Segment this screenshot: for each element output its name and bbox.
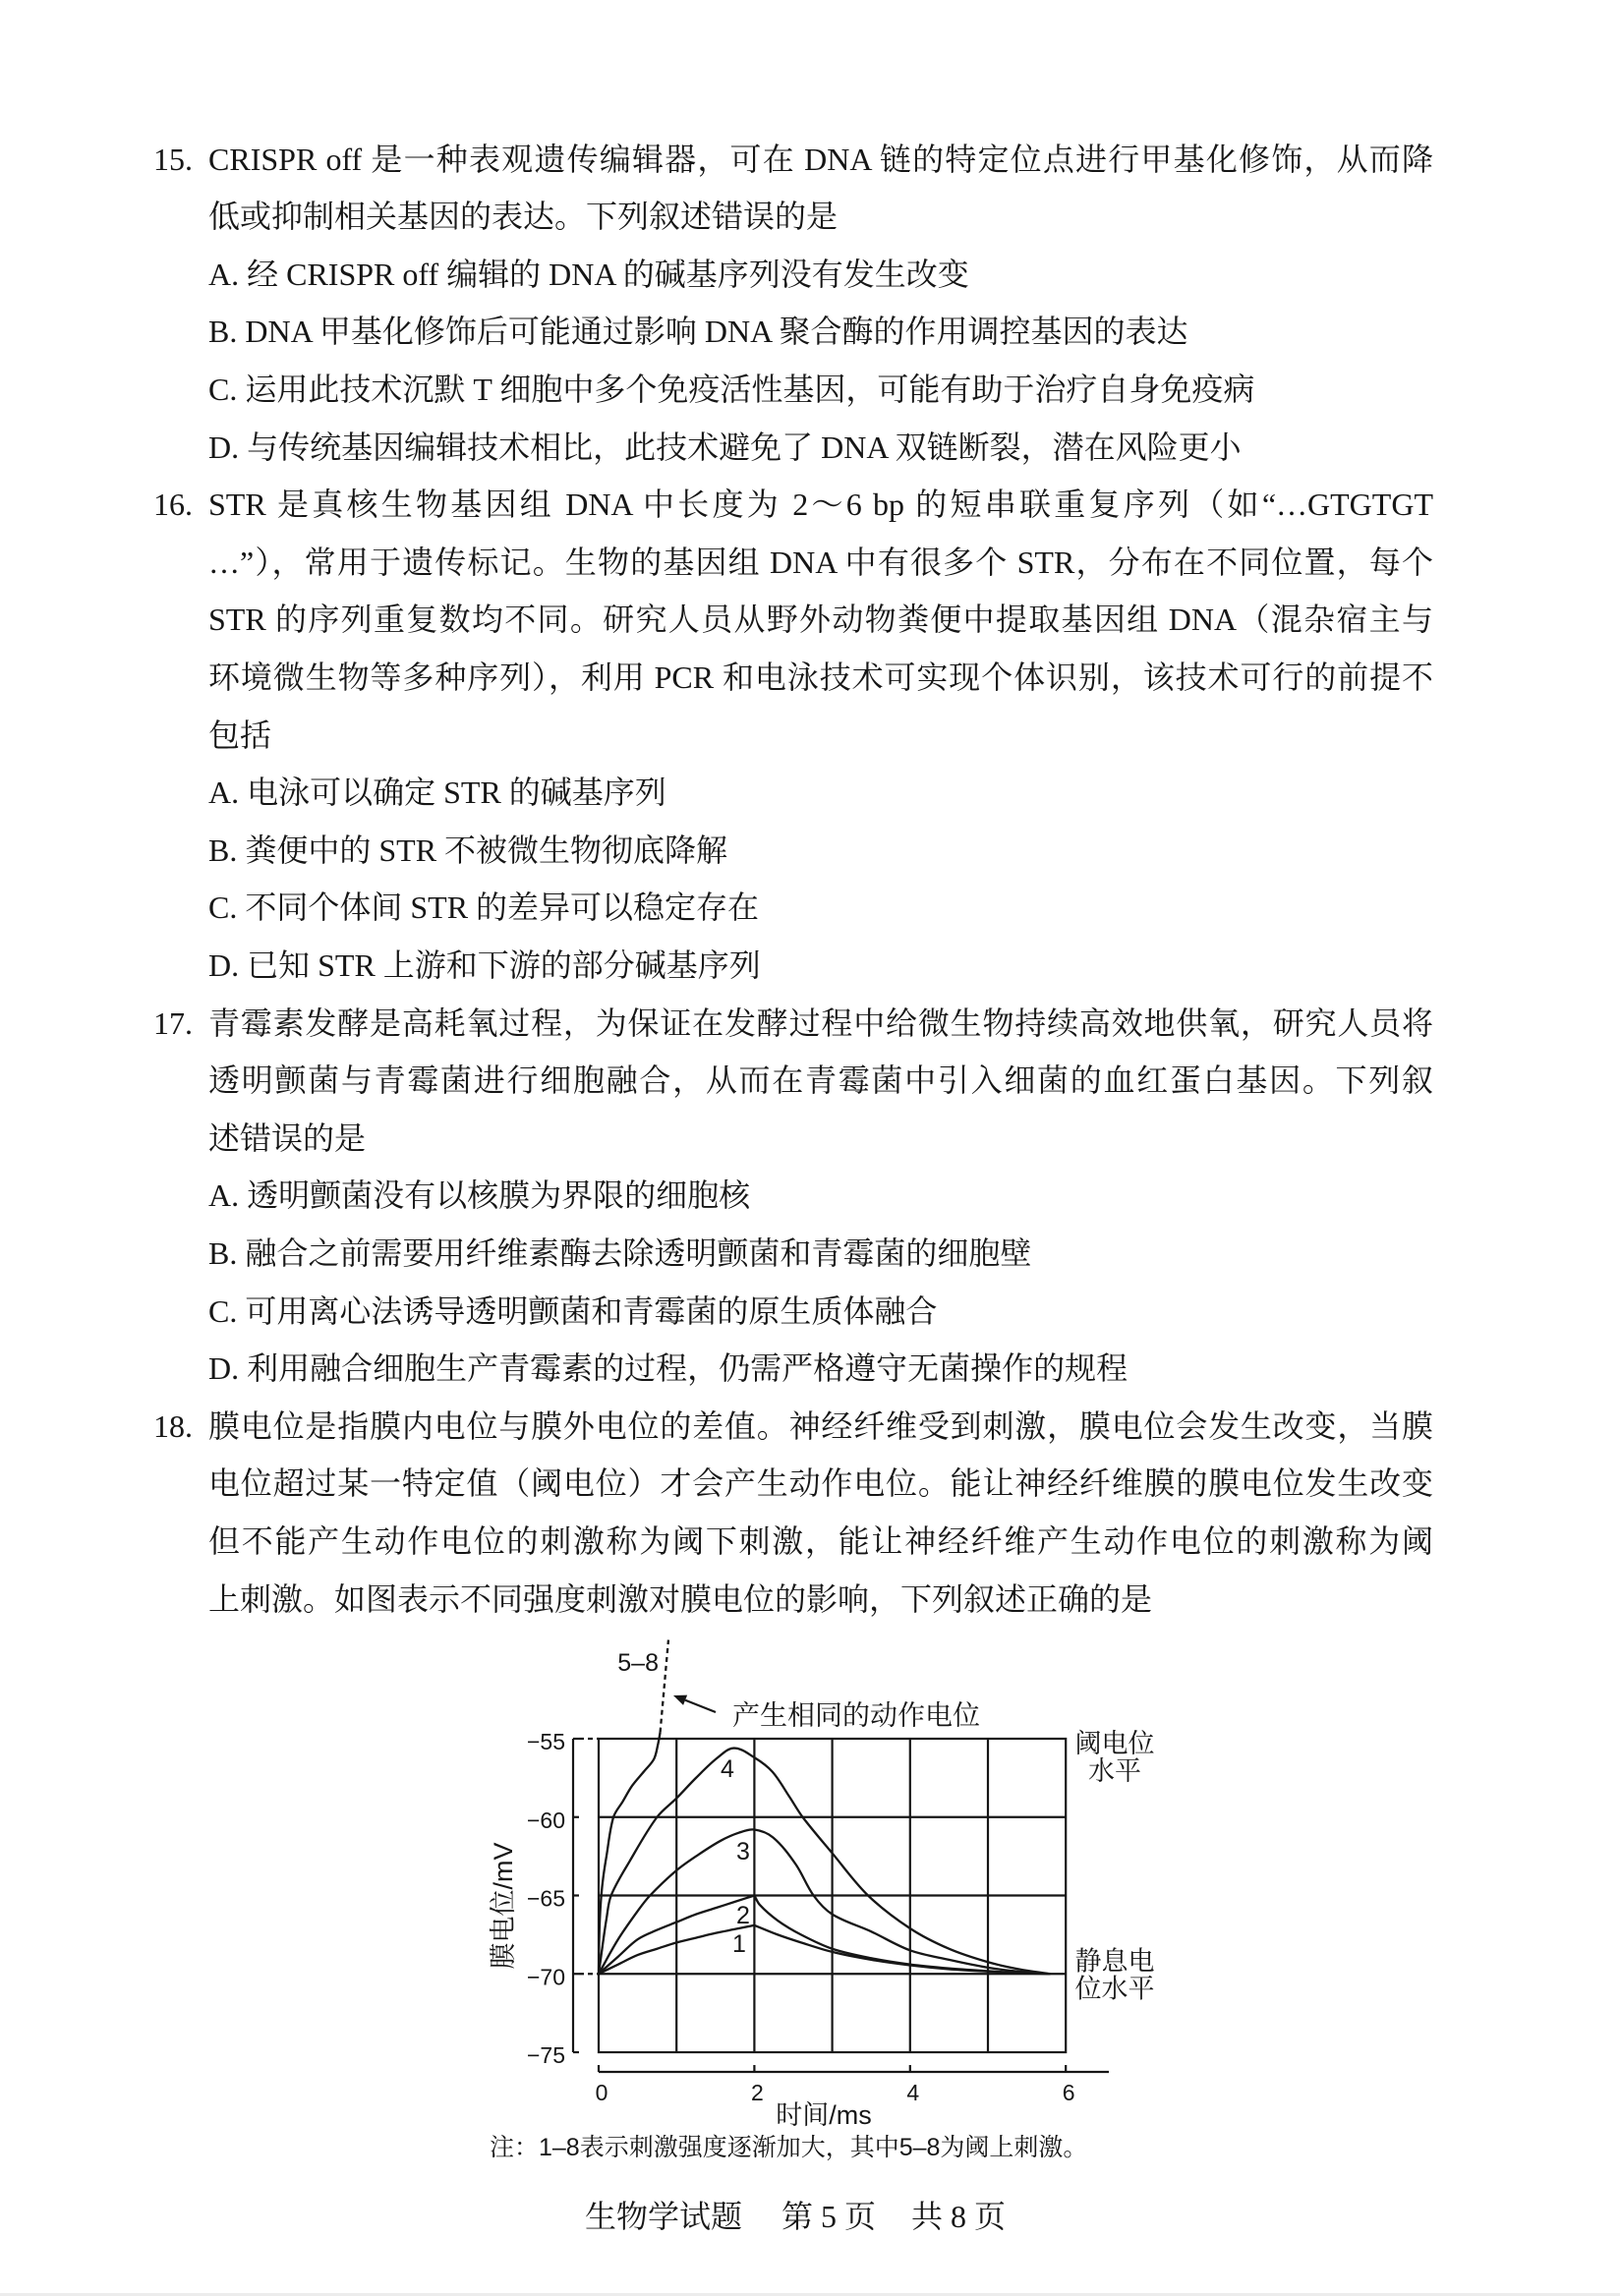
- series-label: 1: [732, 1930, 746, 1958]
- option-label: B.: [208, 832, 238, 868]
- y-tick-label: −55: [526, 1729, 565, 1754]
- reference-levels: [579, 1729, 1155, 2003]
- option-d: [208, 937, 1433, 995]
- option-text: 运用此技术沉默 T 细胞中多个免疫活性基因，可能有助于治疗自身免疫病: [245, 372, 1255, 408]
- stem-text: STR 是真核生物基因组 DNA 中长度为 2～6 bp 的短串联重复序列（如“…GTGTGT: [208, 487, 1433, 523]
- question-stem-line: [208, 707, 1433, 765]
- option-text: 透明颤菌没有以核膜为界限的细胞核: [247, 1177, 751, 1214]
- y-tick-label: −60: [526, 1807, 565, 1833]
- y-axis-title: 膜电位/mV: [489, 1842, 518, 1970]
- stem-text: 但不能产生动作电位的刺激称为阈下刺激，能让神经纤维产生动作电位的刺激称为阈: [208, 1522, 1433, 1559]
- question-stem-line: [208, 1513, 1433, 1571]
- option-c: [208, 879, 1433, 937]
- option-text: DNA 甲基化修饰后可能通过影响 DNA 聚合酶的作用调控基因的表达: [245, 314, 1188, 350]
- annotation-text: 产生相同的动作电位: [732, 1699, 981, 1731]
- option-label: A.: [208, 256, 240, 292]
- membrane-potential-chart: [0, 1612, 1620, 2162]
- question-stem-line: [153, 995, 1433, 1053]
- option-label: B.: [208, 314, 238, 350]
- series: [599, 1640, 1050, 1975]
- figure-note: 注：1–8表示刺激强度逐渐加大，其中5–8为阈上刺激。: [490, 2134, 1088, 2161]
- option-text: 不同个体间 STR 的差异可以稳定存在: [245, 890, 760, 926]
- question-stem-line: [208, 534, 1433, 592]
- question-number: 18.: [153, 1407, 193, 1444]
- x-axis: [596, 2065, 1109, 2130]
- option-text: 融合之前需要用纤维素酶去除透明颤菌和青霉菌的细胞壁: [245, 1234, 1032, 1271]
- arrowhead-icon: [673, 1695, 687, 1705]
- option-text: 经 CRISPR off 编辑的 DNA 的碱基序列没有发生改变: [247, 256, 969, 292]
- option-b: [208, 303, 1433, 361]
- x-tick-label: 2: [751, 2080, 764, 2105]
- option-label: A.: [208, 1177, 240, 1214]
- stem-text: 环境微生物等多种序列），利用 PCR 和电泳技术可实现个体识别，该技术可行的前提不: [208, 660, 1433, 696]
- option-label: D.: [208, 1350, 240, 1387]
- resting-level-label: 位水平: [1074, 1974, 1155, 2004]
- question-stem-line: [153, 476, 1433, 534]
- option-c: [208, 361, 1433, 419]
- option-label: A.: [208, 775, 240, 811]
- series-label: 3: [736, 1838, 750, 1866]
- stem-text: 上刺激。如图表示不同强度刺激对膜电位的影响，下列叙述正确的是: [208, 1580, 1153, 1617]
- y-tick-label: −70: [526, 1964, 565, 1990]
- question-stem-line: [208, 1455, 1433, 1513]
- x-axis-title: 时间/ms: [776, 2100, 872, 2130]
- series-continuation-dashed: [661, 1640, 668, 1733]
- question-stem-line: [208, 649, 1433, 707]
- option-d: [208, 419, 1433, 477]
- series-line-5-8: [599, 1733, 661, 1975]
- option-label: C.: [208, 890, 238, 926]
- stem-text: …”），常用于遗传标记。生物的基因组 DNA 中有很多个 STR，分布在不同位置，每个: [208, 544, 1433, 580]
- footer-page-number: 第 5 页: [781, 2199, 877, 2234]
- option-text: 与传统基因编辑技术相比，此技术避免了 DNA 双链断裂，潜在风险更小: [247, 429, 1242, 465]
- question-stem-line: [208, 188, 1433, 246]
- option-label: B.: [208, 1234, 238, 1271]
- question-stem-line: [208, 1110, 1433, 1168]
- stem-text: 电位超过某一特定值（阈电位）才会产生动作电位。能让神经纤维膜的膜电位发生改变: [208, 1465, 1433, 1502]
- threshold-level-label: 阈电位: [1074, 1729, 1155, 1758]
- option-label: D.: [208, 429, 240, 465]
- series-label: 4: [721, 1755, 734, 1783]
- stem-text: 述错误的是: [208, 1119, 367, 1156]
- grid: [599, 1739, 1066, 2052]
- question-15: [153, 131, 1433, 477]
- y-tick-label: −65: [526, 1885, 565, 1912]
- stem-text: 膜电位是指膜内电位与膜外电位的差值。神经纤维受到刺激，膜电位会发生改变，当膜: [208, 1407, 1433, 1444]
- question-number: 15.: [153, 141, 193, 177]
- series-label: 2: [736, 1902, 750, 1929]
- stem-text: 包括: [208, 717, 272, 753]
- x-tick-label: 0: [595, 2080, 608, 2105]
- y-axis: [489, 1729, 579, 2068]
- option-a: [208, 246, 1433, 304]
- annotation-arrow-line: [685, 1700, 716, 1712]
- series-line-3: [599, 1829, 1050, 1974]
- option-text: 电泳可以确定 STR 的碱基序列: [247, 775, 666, 811]
- footer-page-total: 共 8 页: [911, 2199, 1007, 2234]
- threshold-level-label: 水平: [1088, 1756, 1141, 1786]
- resting-level-label: 静息电: [1074, 1946, 1155, 1977]
- option-b: [208, 1225, 1433, 1283]
- option-label: C.: [208, 1292, 238, 1329]
- x-tick-label: 6: [1062, 2080, 1075, 2105]
- option-a: [208, 1167, 1433, 1225]
- question-stem-line: [153, 1398, 1433, 1456]
- option-c: [208, 1283, 1433, 1341]
- annotation: [673, 1695, 980, 1731]
- stem-text: 低或抑制相关基因的表达。下列叙述错误的是: [208, 199, 839, 235]
- option-label: D.: [208, 947, 240, 983]
- option-text: 利用融合细胞生产青霉素的过程，仍需严格遵守无菌操作的规程: [247, 1350, 1128, 1387]
- stem-text: 透明颤菌与青霉菌进行细胞融合，从而在青霉菌中引入细菌的血红蛋白基因。下列叙: [208, 1062, 1433, 1099]
- question-stem-line: [208, 1052, 1433, 1110]
- question-number: 16.: [153, 487, 193, 523]
- stem-text: 青霉素发酵是高耗氧过程，为保证在发酵过程中给微生物持续高效地供氧，研究人员将: [208, 1004, 1433, 1041]
- option-text: 已知 STR 上游和下游的部分碱基序列: [247, 947, 761, 983]
- series-line-4: [599, 1749, 1050, 1975]
- question-list: [153, 131, 1433, 1628]
- option-b: [208, 822, 1433, 880]
- footer-subject: 生物学试题: [585, 2199, 743, 2234]
- question-18: [153, 1398, 1433, 1628]
- stem-text: CRISPR off 是一种表观遗传编辑器，可在 DNA 链的特定位点进行甲基化修饰，从而降: [208, 141, 1433, 177]
- question-17: [153, 995, 1433, 1398]
- question-stem-line: [153, 131, 1433, 189]
- x-tick-label: 4: [906, 2080, 920, 2105]
- stem-text: STR 的序列重复数均不同。研究人员从野外动物粪便中提取基因组 DNA（混杂宿主与: [208, 602, 1433, 638]
- question-16: [153, 476, 1433, 994]
- question-number: 17.: [153, 1004, 193, 1041]
- question-stem-line: [208, 591, 1433, 649]
- option-d: [208, 1340, 1433, 1398]
- series-label: 5–8: [617, 1649, 659, 1677]
- y-tick-label: −75: [526, 2042, 565, 2068]
- option-a: [208, 764, 1433, 822]
- option-text: 粪便中的 STR 不被微生物彻底降解: [245, 832, 728, 868]
- option-text: 可用离心法诱导透明颤菌和青霉菌的原生质体融合: [245, 1292, 938, 1329]
- option-label: C.: [208, 372, 238, 408]
